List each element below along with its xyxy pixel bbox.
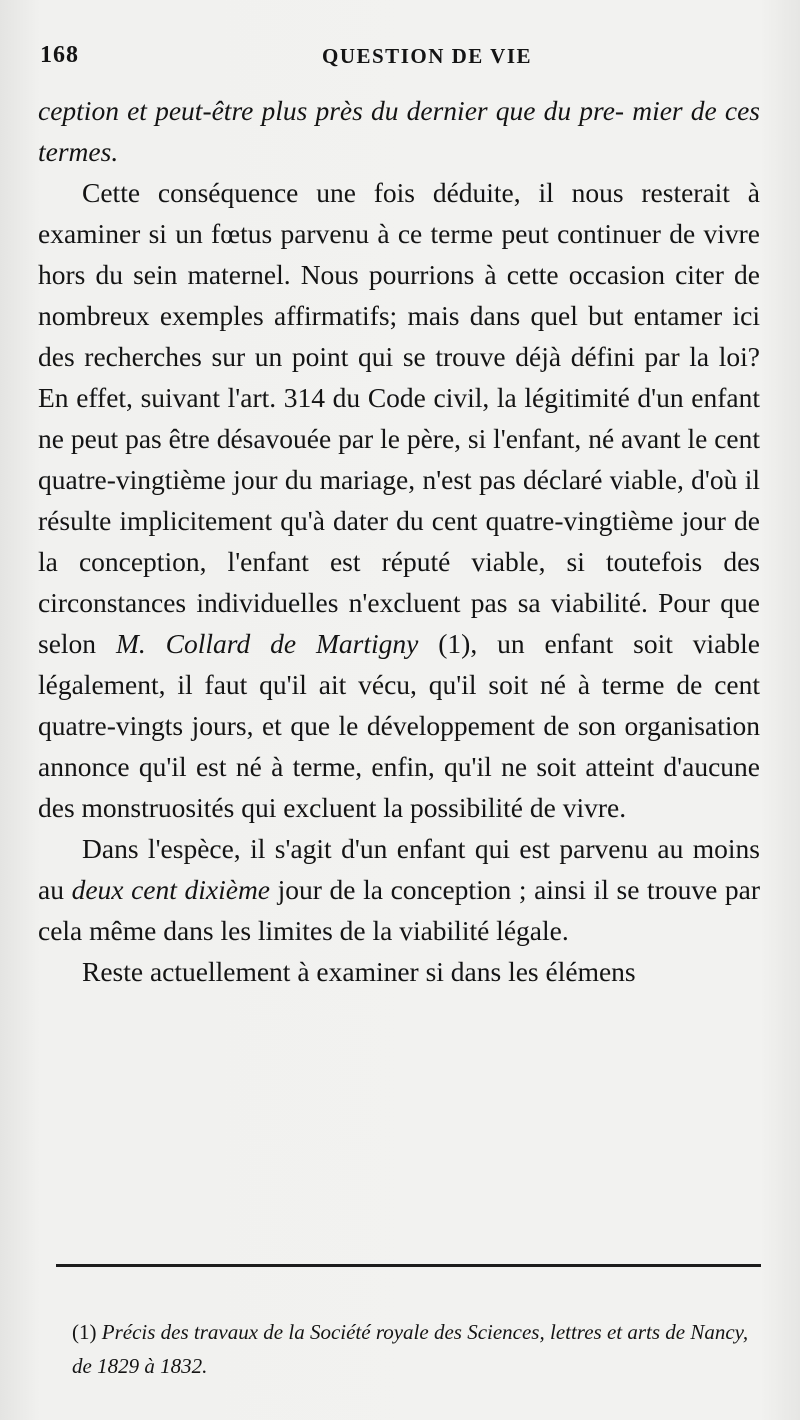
italic-text: ception et peut-être plus près du dernier que du pre- mier de ces termes.: [38, 95, 760, 167]
footnote-divider: [56, 1264, 761, 1267]
author-name: M. Collard de Martigny: [115, 628, 419, 659]
footnote-reference: (1),: [418, 628, 498, 659]
footnote-number: (1): [72, 1320, 97, 1344]
paragraph-text: Reste actuellement à examiner si dans les élémens: [82, 956, 636, 987]
body-text: [38, 90, 760, 992]
paragraph-text: jour de la conception ; ainsi il se trouve par cela même dans les limites de la viabilité légale.: [38, 874, 760, 946]
paragraph: [38, 172, 760, 828]
page-number: 168: [40, 42, 79, 68]
footnote: [72, 1315, 762, 1383]
footnote-text: Précis des travaux de la Société royale des Sciences, lettres et arts de Nancy, de 1829 à 1832.: [72, 1320, 749, 1378]
italic-text: deux cent dixième: [71, 874, 271, 905]
paragraph-continuation: [38, 90, 760, 172]
paragraph: [38, 951, 760, 992]
paragraph-text: un enfant soit viable légalement, il faut qu'il ait vécu, qu'il soit né à terme de cent quatre-vingts jours, et que le développement de son organisation annonce qu'il est né à terme, enfin, qu'il ne soit atteint d'aucune des monstruosités qui excluent la possibilité de vivre.: [38, 628, 760, 823]
paragraph: [38, 828, 760, 951]
page-header: [40, 42, 760, 78]
paragraph-text: Cette conséquence une fois déduite, il nous resterait à examiner si un fœtus parvenu à ce terme peut continuer de vivre hors du sein maternel. Nous pourrions à cette occasion citer de nombreux exemples affirmatifs; mais dans quel but entamer ici des recherches sur un point qui se trouve déjà défini par la loi? En effet, suivant l'art. 314 du Code civil, la légitimité d'un enfant ne peut pas être désavouée par le père, si l'enfant, né avant le cent quatre-vingtième jour du mariage, n'est pas déclaré viable, d'où il résulte implicitement qu'à dater du cent quatre-vingtième jour de la conception, l'enfant est réputé viable, si toutefois des circonstances individuelles n'excluent pas sa viabilité. Pour que selon: [38, 177, 760, 659]
paragraph-text: Dans l'espèce, il s'agit d'un enfant qui est parvenu au moins au: [38, 833, 760, 905]
running-title: QUESTION DE VIE: [322, 44, 533, 68]
